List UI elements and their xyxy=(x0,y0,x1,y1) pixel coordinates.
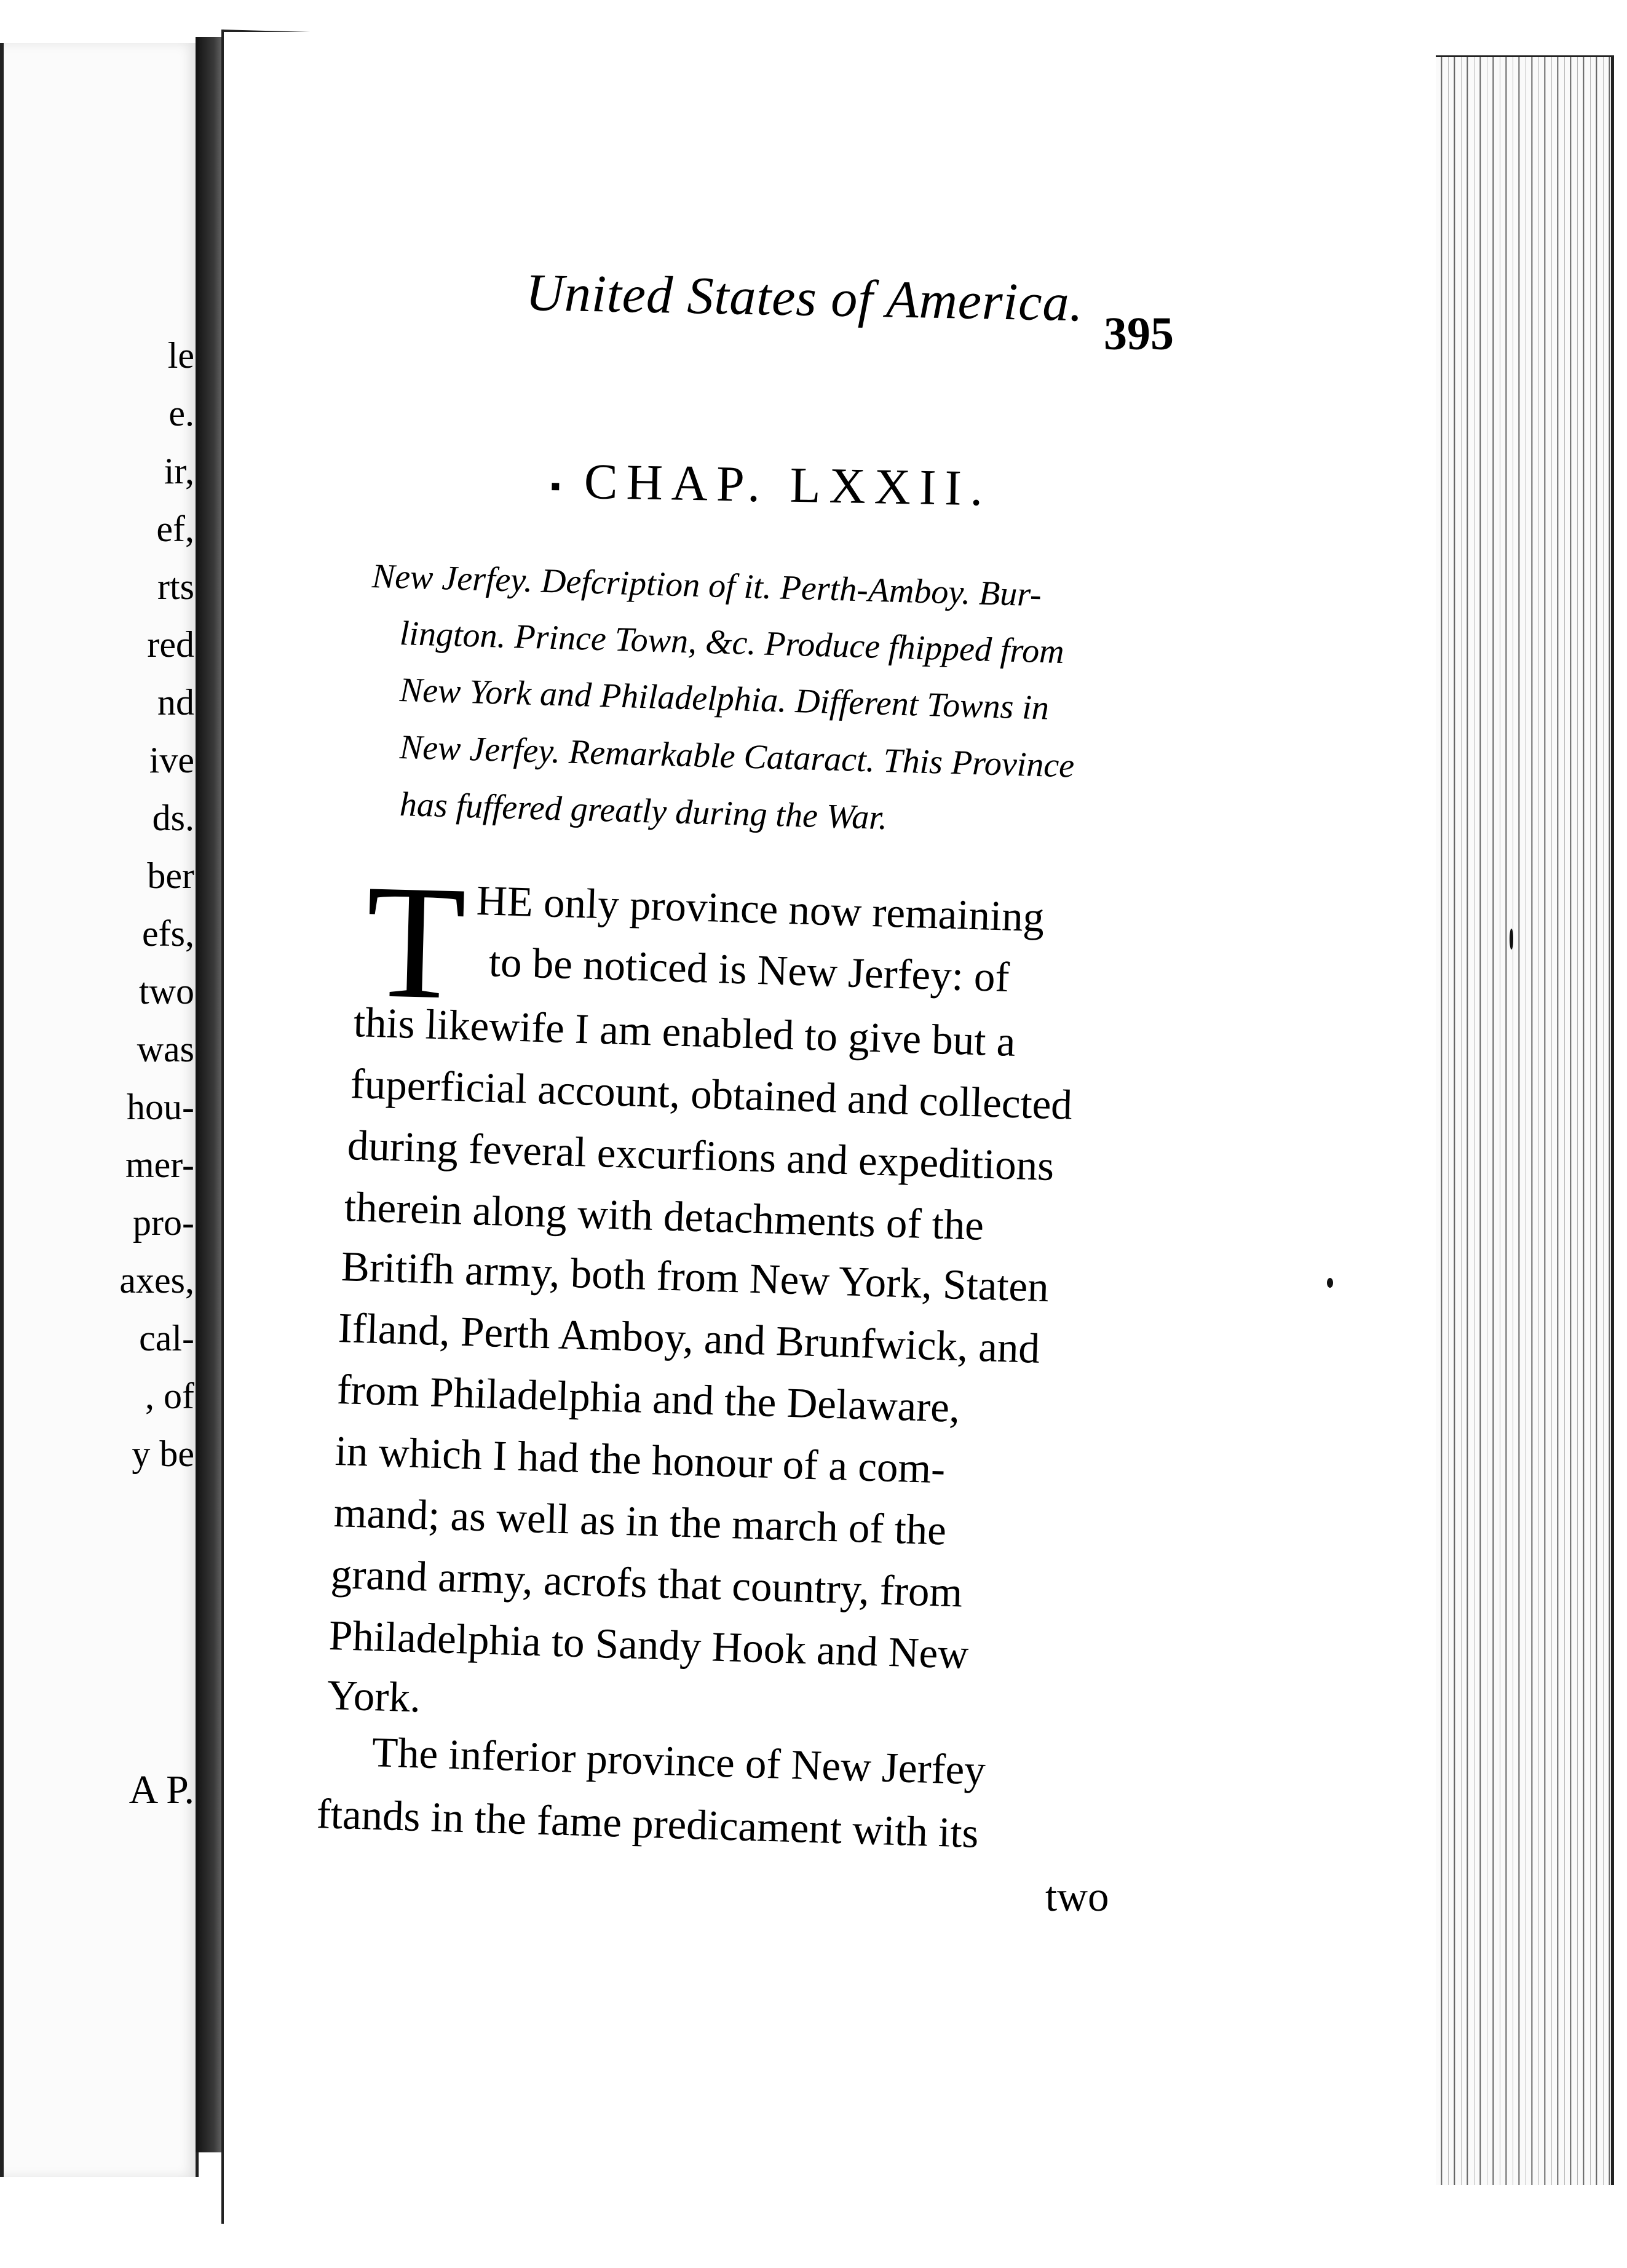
chapter-summary-line: New Jerfey. Remarkable Cataract. This Province xyxy=(399,728,1075,785)
facing-page-line: mer- xyxy=(125,1144,194,1185)
facing-page-line: ds. xyxy=(152,798,194,838)
facing-page xyxy=(0,43,199,2177)
body-text-line: Ifland, Perth Amboy, and Brunfwick, and xyxy=(337,1304,1041,1372)
facing-page-line: , of xyxy=(145,1376,194,1416)
body-text-line: Britifh army, both from New York, Staten xyxy=(340,1243,1050,1311)
body-text-line: grand army, acrofs that country, from xyxy=(330,1550,964,1616)
facing-page-line: y be xyxy=(132,1433,194,1474)
drop-cap: T xyxy=(363,850,468,1034)
facing-page-line: red xyxy=(147,624,194,665)
facing-page-line: hou- xyxy=(127,1087,194,1127)
chapter-summary-line: lington. Prince Town, &c. Produce fhipped from xyxy=(399,614,1065,672)
facing-page-line: e. xyxy=(168,393,194,434)
chapter-title: CHAP. LXXII. xyxy=(584,453,992,517)
body-text-line: Philadelphia to Sandy Hook and New xyxy=(328,1612,970,1678)
chapter-summary-line: has fuffered greatly during the War. xyxy=(399,785,888,838)
facing-page-line: A P. xyxy=(129,1767,194,1812)
facing-page-line: was xyxy=(137,1029,194,1069)
page-edges xyxy=(1436,55,1614,2185)
body-text-line: to be noticed is New Jerfey: of xyxy=(488,938,1010,1001)
facing-page-line: cal- xyxy=(139,1318,194,1358)
chapter-summary-line: New Jerfey. Defcription of it. Perth-Amboy. Bur- xyxy=(371,557,1042,614)
facing-page-line: ber xyxy=(147,855,194,896)
facing-page-line: nd xyxy=(157,682,194,723)
page-number: 395 xyxy=(1104,308,1174,360)
ink-speck xyxy=(1327,1278,1333,1288)
facing-page-line: pro- xyxy=(133,1202,194,1243)
facing-page-line: ef, xyxy=(156,509,194,549)
facing-page-line: efs, xyxy=(142,913,194,954)
ink-speck xyxy=(1510,929,1513,950)
body-text-line: The inferior province of New Jerfey xyxy=(371,1729,986,1794)
facing-page-line: ive xyxy=(149,740,194,780)
body-text-line: therein along with detachments of the xyxy=(343,1183,985,1249)
running-title: United States of America. xyxy=(525,263,1084,333)
body-text-line: York. xyxy=(326,1671,422,1721)
body-text-line: fuperficial account, obtained and collected xyxy=(349,1060,1073,1128)
catchword: two xyxy=(1045,1873,1109,1920)
facing-page-line: two xyxy=(139,971,194,1012)
body-text-line: HE only province now remaining xyxy=(475,877,1045,941)
chapter-heading xyxy=(550,452,992,518)
body-text-line: ftands in the fame predicament with its xyxy=(315,1790,980,1857)
body-text-line: in which I had the honour of a com- xyxy=(334,1427,946,1493)
facing-page-line: le xyxy=(167,335,194,376)
body-text-line: this likewife I am enabled to give but a xyxy=(352,999,1016,1065)
facing-page-line: axes, xyxy=(119,1260,194,1301)
body-text-line: mand; as well as in the march of the xyxy=(333,1489,948,1554)
facing-page-line: ir, xyxy=(164,451,194,491)
facing-page-line: rts xyxy=(157,566,194,607)
heading-ornament: ▪ xyxy=(550,469,570,503)
body-text-line: from Philadelphia and the Delaware, xyxy=(336,1366,961,1432)
body-text-line: during feveral excurfions and expeditions xyxy=(346,1122,1055,1190)
chapter-summary-line: New York and Philadelphia. Different Towns in xyxy=(399,671,1050,728)
